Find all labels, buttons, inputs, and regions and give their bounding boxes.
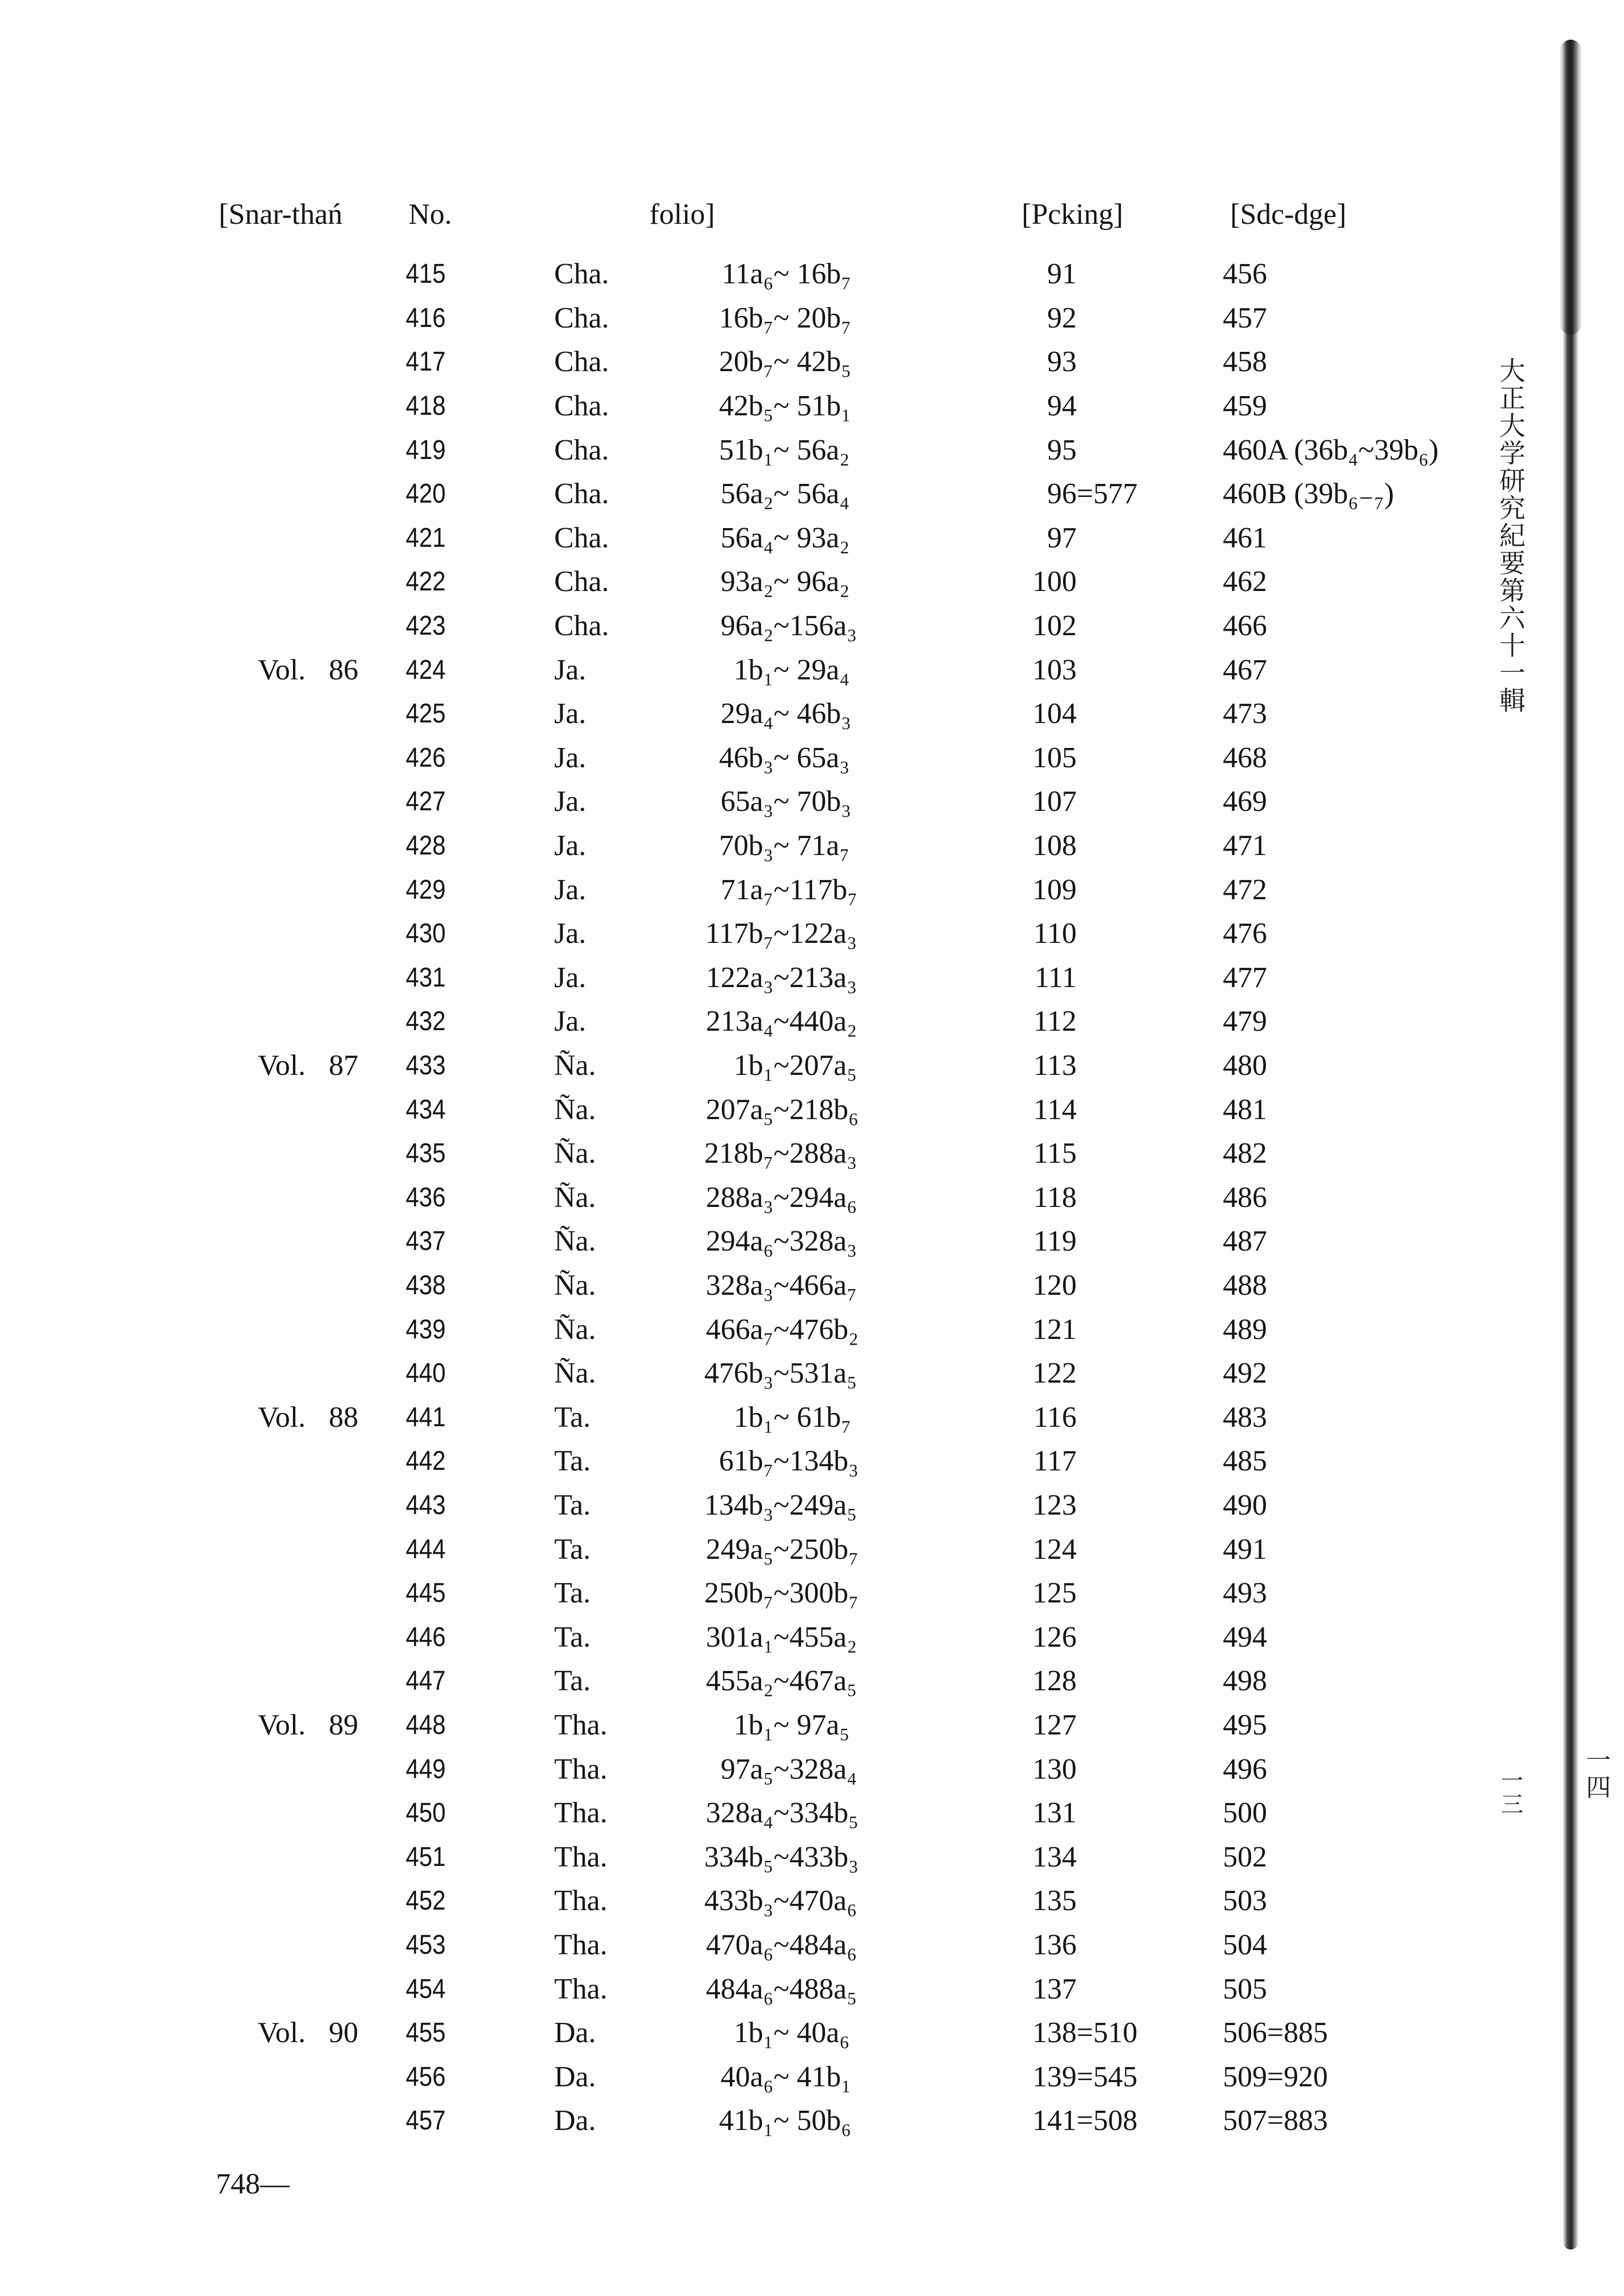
entry-number: 434 [406,1094,446,1125]
sdedge-number: 471 [1223,830,1267,862]
table-row [0,1351,1530,1396]
table-row [0,1000,1530,1044]
table-row [0,296,1530,341]
folio-range: 288a₃~294a₆ [705,1181,857,1214]
sdedge-number: 460B (39b₆₋₇) [1223,478,1395,511]
sdedge-number: 482 [1223,1137,1267,1170]
section-label: Ta. [554,1533,591,1566]
section-label: Ta. [554,1445,591,1478]
page-number-kanji-outer: 一四 [1582,1747,1610,1801]
sdedge-number: 498 [1223,1665,1267,1698]
folio-range: 213a₄~440a₂ [705,1005,857,1038]
sdedge-number: 503 [1223,1885,1267,1917]
table-row [0,604,1530,648]
folio-range: 117b₇~122a₃ [705,917,857,950]
peking-number: 109 [1032,873,1077,906]
table-row [0,1967,1530,2012]
entry-number: 445 [406,1578,446,1609]
peking-number: 122 [1032,1357,1077,1390]
folio-range: 122a₃~213a₃ [705,961,857,994]
volume-label: Vol. 90 [258,2017,359,2050]
section-label: Cha. [554,478,609,511]
peking-number: 137 [1032,1972,1077,2005]
volume-label: Vol. 86 [258,653,359,686]
peking-number: 114 [1033,1093,1077,1126]
folio-range: 93a₂~ 96a₂ [720,566,850,598]
sdedge-number: 467 [1223,653,1267,686]
section-label: Ña. [554,1049,596,1082]
peking-number: 139=545 [1032,2060,1138,2093]
volume-label: Vol. 89 [258,1709,359,1741]
entry-number: 418 [406,391,446,421]
sdedge-number: 485 [1223,1445,1267,1478]
peking-number: 119 [1033,1225,1077,1258]
sdedge-number: 486 [1223,1181,1267,1214]
entry-number: 450 [406,1798,446,1829]
table-row [0,2011,1530,2055]
table-row [0,1088,1530,1132]
folio-range: 20b₇~ 42b₅ [719,346,852,379]
section-label: Tha. [554,1885,607,1917]
table-row [0,1923,1530,1967]
peking-number: 126 [1032,1621,1077,1653]
folio-range: 484a₆~488a₅ [705,1972,857,2005]
section-label: Tha. [554,1929,607,1961]
peking-number: 127 [1032,1709,1077,1741]
folio-range: 97a₅~328a₄ [720,1753,857,1785]
table-row [0,1528,1530,1572]
section-label: Da. [554,2017,596,2050]
section-label: Ja. [554,1005,586,1038]
entry-number: 446 [406,1622,446,1652]
section-label: Ja. [554,741,586,774]
folio-range: 1b₁~207a₅ [733,1049,857,1082]
peking-number: 102 [1032,610,1077,642]
table-row [0,1396,1530,1440]
section-label: Tha. [554,1709,607,1741]
table-row [0,956,1530,1000]
peking-number: 124 [1032,1533,1077,1566]
sdedge-number: 496 [1223,1753,1267,1785]
sdedge-number: 469 [1223,785,1267,818]
folio-range: 1b₁~ 29a₄ [733,653,850,686]
entry-number: 436 [406,1182,446,1213]
entry-number: 438 [406,1270,446,1300]
table-row [0,1879,1530,1923]
entry-number: 455 [406,2018,446,2048]
entry-number: 433 [406,1051,446,1081]
table-row [0,340,1530,384]
peking-number: 105 [1032,741,1077,774]
entry-number: 420 [406,479,446,509]
entry-number: 442 [406,1446,446,1477]
sdedge-number: 457 [1223,301,1267,334]
section-label: Ta. [554,1489,591,1521]
section-label: Cha. [554,566,609,598]
folio-range: 56a₂~ 56a₄ [720,478,850,511]
sdedge-number: 466 [1223,610,1267,642]
sdedge-number: 494 [1223,1621,1267,1653]
section-label: Ña. [554,1181,596,1214]
peking-number: 141=508 [1032,2104,1138,2137]
journal-title: 大正大学研究紀要第六十一輯 [1495,357,1526,715]
table-row [0,1615,1530,1660]
section-label: Ña. [554,1357,596,1390]
folio-range: 71a₇~117b₇ [720,873,858,906]
peking-number: 95 [1047,433,1077,466]
folio-range: 1b₁~ 97a₅ [733,1709,850,1741]
sdedge-number: 477 [1223,961,1267,994]
sdedge-number: 500 [1223,1797,1267,1830]
table-row [0,648,1530,692]
section-label: Ja. [554,917,586,950]
entry-number: 453 [406,1930,446,1960]
table-row [0,1571,1530,1615]
table-row [0,1747,1530,1792]
section-label: Ña. [554,1137,596,1170]
entry-number: 429 [406,874,446,905]
entry-number: 431 [406,962,446,993]
sdedge-number: 506=885 [1223,2017,1328,2050]
volume-label: Vol. 88 [258,1401,359,1434]
entry-number: 456 [406,2061,446,2092]
sdedge-number: 493 [1223,1577,1267,1610]
entry-number: 440 [406,1358,446,1389]
header-peking: [Pcking] [1022,198,1124,231]
section-label: Ta. [554,1401,591,1434]
folio-range: 65a₃~ 70b₃ [720,785,852,818]
sdedge-number: 509=920 [1223,2060,1328,2093]
entry-number: 457 [406,2106,446,2136]
peking-number: 107 [1032,785,1077,818]
sdedge-number: 462 [1223,566,1267,598]
folio-range: 207a₅~218b₆ [705,1093,859,1126]
section-label: Ja. [554,785,586,818]
peking-number: 97 [1047,521,1077,554]
entry-number: 426 [406,742,446,773]
folio-range: 70b₃~ 71a₇ [719,830,850,862]
table-row [0,252,1530,296]
folio-range: 41b₁~ 50b₆ [719,2104,852,2137]
entry-number: 435 [406,1138,446,1169]
table-row [0,1264,1530,1308]
sdedge-number: 495 [1223,1709,1267,1741]
table-row [0,2055,1530,2099]
peking-number: 125 [1032,1577,1077,1610]
sdedge-number: 476 [1223,917,1267,950]
table-row [0,1044,1530,1088]
folio-range: 16b₇~ 20b₇ [719,301,852,334]
sdedge-number: 481 [1223,1093,1267,1126]
sdedge-number: 487 [1223,1225,1267,1258]
section-label: Ja. [554,873,586,906]
peking-number: 118 [1033,1181,1077,1214]
section-label: Cha. [554,258,609,291]
folio-range: 476b₃~531a₅ [704,1357,857,1390]
table-row [0,428,1530,473]
table-row [0,1835,1530,1880]
page-number-kanji-inner: 一三 [1497,1768,1523,1816]
entry-number: 449 [406,1754,446,1784]
section-label: Ja. [554,961,586,994]
table-row [0,912,1530,956]
entry-number: 416 [406,303,446,333]
sdedge-number: 473 [1223,698,1267,730]
section-label: Tha. [554,1972,607,2005]
folio-range: 470a₆~484a₆ [705,1929,857,1961]
folio-range: 61b₇~134b₃ [719,1445,859,1478]
volume-label: Vol. 87 [258,1049,359,1082]
table-row [0,1703,1530,1747]
folio-range: 250b₇~300b₇ [704,1577,859,1610]
entry-number: 452 [406,1886,446,1916]
folio-range: 1b₁~ 61b₇ [733,1401,852,1434]
entry-number: 423 [406,611,446,641]
page-number: 748— [216,2168,290,2200]
peking-number: 108 [1032,830,1077,862]
folio-range: 455a₂~467a₅ [705,1665,857,1698]
table-row [0,516,1530,560]
folio-range: 334b₅~433b₃ [704,1840,859,1873]
entry-number: 428 [406,831,446,861]
section-label: Ja. [554,830,586,862]
section-label: Ña. [554,1093,596,1126]
folio-range: 328a₄~334b₅ [705,1797,859,1830]
peking-number: 135 [1032,1885,1077,1917]
folio-range: 218b₇~288a₃ [704,1137,857,1170]
peking-number: 104 [1032,698,1077,730]
sdedge-number: 491 [1223,1533,1267,1566]
section-label: Tha. [554,1797,607,1830]
peking-number: 123 [1032,1489,1077,1521]
folio-range: 51b₁~ 56a₂ [719,433,850,466]
entry-number: 417 [406,347,446,377]
sdedge-number: 468 [1223,741,1267,774]
entry-number: 421 [406,522,446,553]
entry-number: 444 [406,1534,446,1564]
table-row [0,384,1530,428]
peking-number: 116 [1033,1401,1077,1434]
table-row [0,1132,1530,1176]
peking-number: 93 [1047,346,1077,379]
table-row [0,824,1530,868]
peking-number: 94 [1047,390,1077,422]
section-label: Ja. [554,698,586,730]
peking-number: 100 [1032,566,1077,598]
entry-number: 430 [406,919,446,949]
section-label: Ña. [554,1313,596,1346]
sdedge-number: 505 [1223,1972,1267,2005]
folio-range: 134b₃~249a₅ [704,1489,857,1521]
section-label: Ña. [554,1269,596,1302]
entry-number: 415 [406,259,446,290]
table-row [0,560,1530,604]
header-number: No. [409,198,452,231]
peking-number: 134 [1032,1840,1077,1873]
folio-range: 1b₁~ 40a₆ [733,2017,850,2050]
section-label: Da. [554,2104,596,2137]
table-row [0,1791,1530,1835]
entry-number: 432 [406,1006,446,1037]
peking-number: 128 [1032,1665,1077,1698]
entry-number: 443 [406,1490,446,1520]
sdedge-number: 502 [1223,1840,1267,1873]
entry-number: 419 [406,435,446,465]
peking-number: 136 [1032,1929,1077,1961]
entry-number: 441 [406,1402,446,1432]
section-label: Tha. [554,1840,607,1873]
section-label: Cha. [554,390,609,422]
folio-range: 42b₅~ 51b₁ [719,390,852,422]
section-label: Ta. [554,1577,591,1610]
entry-number: 425 [406,699,446,729]
table-row [0,2099,1530,2143]
table-row [0,1176,1530,1220]
peking-number: 138=510 [1032,2017,1138,2050]
header-sdedge: [Sdc-dge] [1230,198,1347,231]
sdedge-number: 461 [1223,521,1267,554]
table-row [0,1439,1530,1483]
table-row [0,868,1530,912]
peking-number: 92 [1047,301,1077,334]
peking-number: 115 [1033,1137,1077,1170]
binding-shadow [1563,40,1579,2250]
sdedge-number: 472 [1223,873,1267,906]
section-label: Cha. [554,301,609,334]
section-label: Tha. [554,1753,607,1785]
folio-range: 294a₆~328a₃ [705,1225,857,1258]
entry-number: 422 [406,567,446,597]
peking-number: 112 [1033,1005,1077,1038]
entry-number: 427 [406,786,446,817]
table-row [0,780,1530,824]
entry-number: 437 [406,1226,446,1257]
peking-number: 121 [1032,1313,1077,1346]
entry-number: 451 [406,1842,446,1872]
peking-number: 103 [1032,653,1077,686]
header-folio: folio] [649,198,715,231]
sdedge-number: 459 [1223,390,1267,422]
entry-number: 439 [406,1314,446,1345]
folio-range: 433b₃~470a₆ [704,1885,857,1917]
sdedge-number: 504 [1223,1929,1267,1961]
sdedge-number: 488 [1223,1269,1267,1302]
folio-range: 29a₄~ 46b₃ [720,698,852,730]
sdedge-number: 460A (36b₄~39b₆) [1223,433,1439,466]
peking-number: 96=577 [1047,478,1138,511]
peking-number: 131 [1032,1797,1077,1830]
folio-range: 46b₃~ 65a₃ [719,741,850,774]
folio-range: 56a₄~ 93a₂ [720,521,850,554]
sdedge-number: 489 [1223,1313,1267,1346]
folio-range: 328a₃~466a₇ [705,1269,857,1302]
table-row [0,1483,1530,1528]
header-snarthan: [Snar-thań [219,198,343,231]
section-label: Ña. [554,1225,596,1258]
sdedge-number: 456 [1223,258,1267,291]
folio-range: 466a₇~476b₂ [705,1313,859,1346]
entry-number: 448 [406,1710,446,1740]
peking-number: 110 [1033,917,1077,950]
section-label: Ja. [554,653,586,686]
peking-number: 120 [1032,1269,1077,1302]
section-label: Cha. [554,521,609,554]
section-label: Cha. [554,346,609,379]
table-row [0,1659,1530,1703]
table-row [0,692,1530,736]
peking-number: 113 [1033,1049,1077,1082]
section-label: Ta. [554,1621,591,1653]
section-label: Cha. [554,610,609,642]
entry-number: 447 [406,1666,446,1697]
folio-range: 11a₆~ 16b₇ [721,258,852,291]
entry-number: 424 [406,654,446,685]
section-label: Ta. [554,1665,591,1698]
peking-number: 91 [1047,258,1077,291]
section-label: Cha. [554,433,609,466]
table-row [0,1308,1530,1352]
sdedge-number: 458 [1223,346,1267,379]
peking-number: 117 [1033,1445,1077,1478]
folio-range: 40a₆~ 41b₁ [720,2060,852,2093]
peking-number: 111 [1034,961,1077,994]
peking-number: 130 [1032,1753,1077,1785]
folio-range: 249a₅~250b₇ [705,1533,859,1566]
sdedge-number: 507=883 [1223,2104,1328,2137]
table-row [0,1219,1530,1264]
sdedge-number: 490 [1223,1489,1267,1521]
sdedge-number: 479 [1223,1005,1267,1038]
entry-number: 454 [406,1974,446,2004]
sdedge-number: 492 [1223,1357,1267,1390]
folio-range: 96a₂~156a₃ [720,610,857,642]
table-row [0,736,1530,780]
section-label: Da. [554,2060,596,2093]
folio-range: 301a₁~455a₂ [705,1621,857,1653]
table-row [0,472,1530,516]
sdedge-number: 483 [1223,1401,1267,1434]
sdedge-number: 480 [1223,1049,1267,1082]
